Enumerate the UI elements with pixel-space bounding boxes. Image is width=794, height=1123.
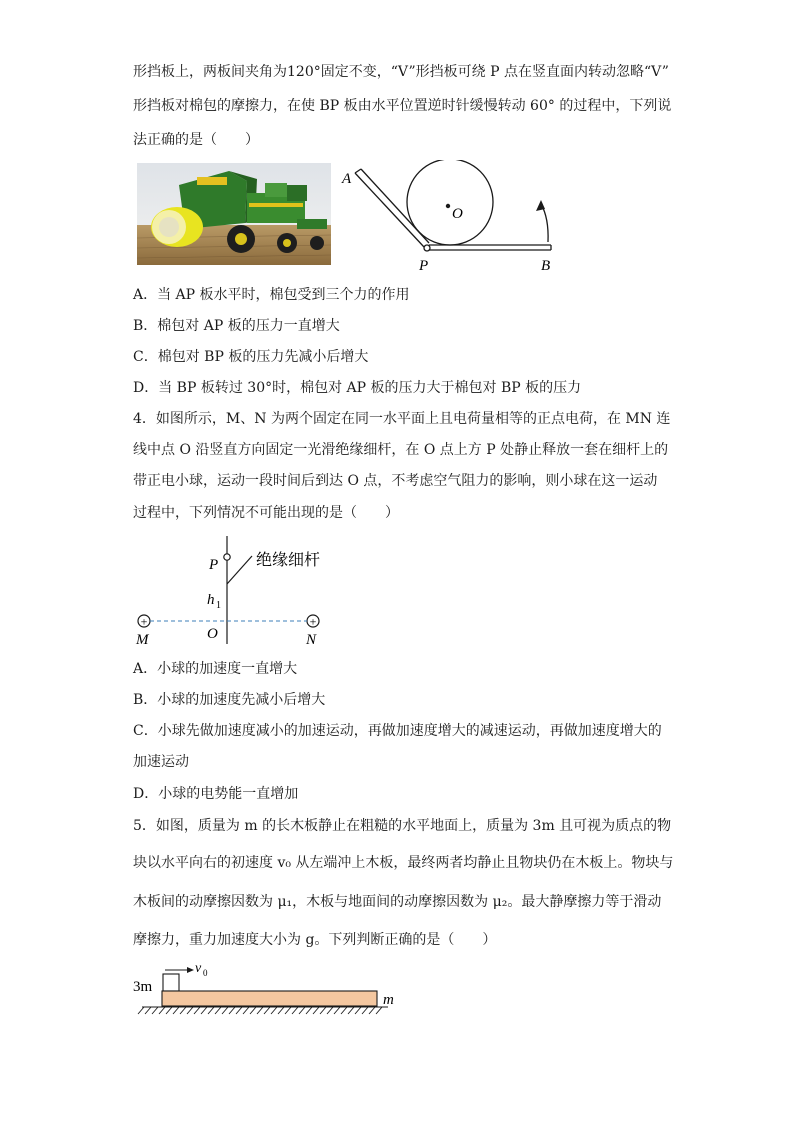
q5-label-board-mass: m <box>383 992 394 1008</box>
cotton-baler-photo <box>137 163 331 265</box>
q5-text-line-4: 摩擦力，重力加速度大小为 g。下列判断正确的是（ ） <box>133 932 497 948</box>
q3-v-board-diagram <box>335 160 565 275</box>
q4-text-line-1: 4．如图所示，M、N 为两个固定在同一水平面上且电荷量相等的正点电荷，在 MN 连 <box>133 411 671 427</box>
q4-option-b: B．小球的加速度先减小后增大 <box>133 692 326 708</box>
q3-text-line-1: 形挡板上，两板间夹角为120°固定不变，“V”形挡板可绕 P 点在竖直面内转动忽略“V” <box>133 64 669 80</box>
q3-option-b: B．棉包对 AP 板的压力一直增大 <box>133 318 340 334</box>
q3-label-b: B <box>541 258 551 274</box>
q4-charge-n-plus: + <box>309 614 317 629</box>
q4-text-line-2: 线中点 O 沿竖直方向固定一光滑绝缘细杆，在 O 点上方 P 处静止释放一套在细杆上的 <box>133 442 669 458</box>
q3-option-d: D．当 BP 板转过 30°时，棉包对 AP 板的压力大于棉包对 BP 板的压力 <box>133 380 582 396</box>
q3-text-line-3: 法正确的是（ ） <box>133 132 259 148</box>
q4-label-n: N <box>306 632 317 648</box>
q4-label-h: h <box>207 592 215 608</box>
q4-label-rod: 绝缘细杆 <box>256 550 321 569</box>
q5-ground-hatching <box>138 1007 382 1014</box>
q4-option-d: D．小球的电势能一直增加 <box>133 786 299 802</box>
q5-label-block-mass: 3m <box>133 979 153 995</box>
q5-text-line-1: 5．如图，质量为 m 的长木板静止在粗糙的水平地面上，质量为 3m 且可视为质点的物 <box>133 818 672 834</box>
q3-text-line-2: 形挡板对棉包的摩擦力，在使 BP 板由水平位置逆时针缓慢转动 60° 的过程中，下列说 <box>133 98 672 114</box>
q5-block-board-diagram <box>130 954 400 1016</box>
q3-label-o: O <box>452 206 463 222</box>
q4-label-m: M <box>136 632 149 648</box>
q4-charges-diagram <box>130 532 350 650</box>
q5-text-line-2: 块以水平向右的初速度 v₀ 从左端冲上木板，最终两者均静止且物块仍在木板上。物块与 <box>133 855 674 871</box>
q4-option-c-continued: 加速运动 <box>133 754 189 770</box>
q4-charge-m-plus: + <box>140 614 148 629</box>
q4-text-line-3: 带正电小球，运动一段时间后到达 O 点，不考虑空气阻力的影响，则小球在这一运动 <box>133 473 658 489</box>
q4-option-a: A．小球的加速度一直增大 <box>133 661 298 677</box>
q4-label-h-sub: 1 <box>216 600 221 611</box>
q4-text-line-4: 过程中，下列情况不可能出现的是（ ） <box>133 505 399 521</box>
q5-label-v: v <box>195 961 202 976</box>
q5-text-line-3: 木板间的动摩擦因数为 μ₁，木板与地面间的动摩擦因数为 μ₂。最大静摩擦力等于滑动 <box>133 894 662 910</box>
q4-label-p: P <box>209 557 219 573</box>
q3-option-a: A．当 AP 板水平时，棉包受到三个力的作用 <box>133 287 410 303</box>
q5-board <box>162 991 377 1006</box>
q4-label-o: O <box>207 626 218 642</box>
q3-label-a: A <box>342 171 352 187</box>
q3-label-p: P <box>419 258 429 274</box>
q5-label-v-sub: 0 <box>203 968 208 978</box>
q4-option-c: C．小球先做加速度减小的加速运动，再做加速度增大的减速运动，再做加速度增大的 <box>133 723 662 739</box>
q3-option-c: C．棉包对 BP 板的压力先减小后增大 <box>133 349 369 365</box>
q5-block <box>163 974 179 991</box>
